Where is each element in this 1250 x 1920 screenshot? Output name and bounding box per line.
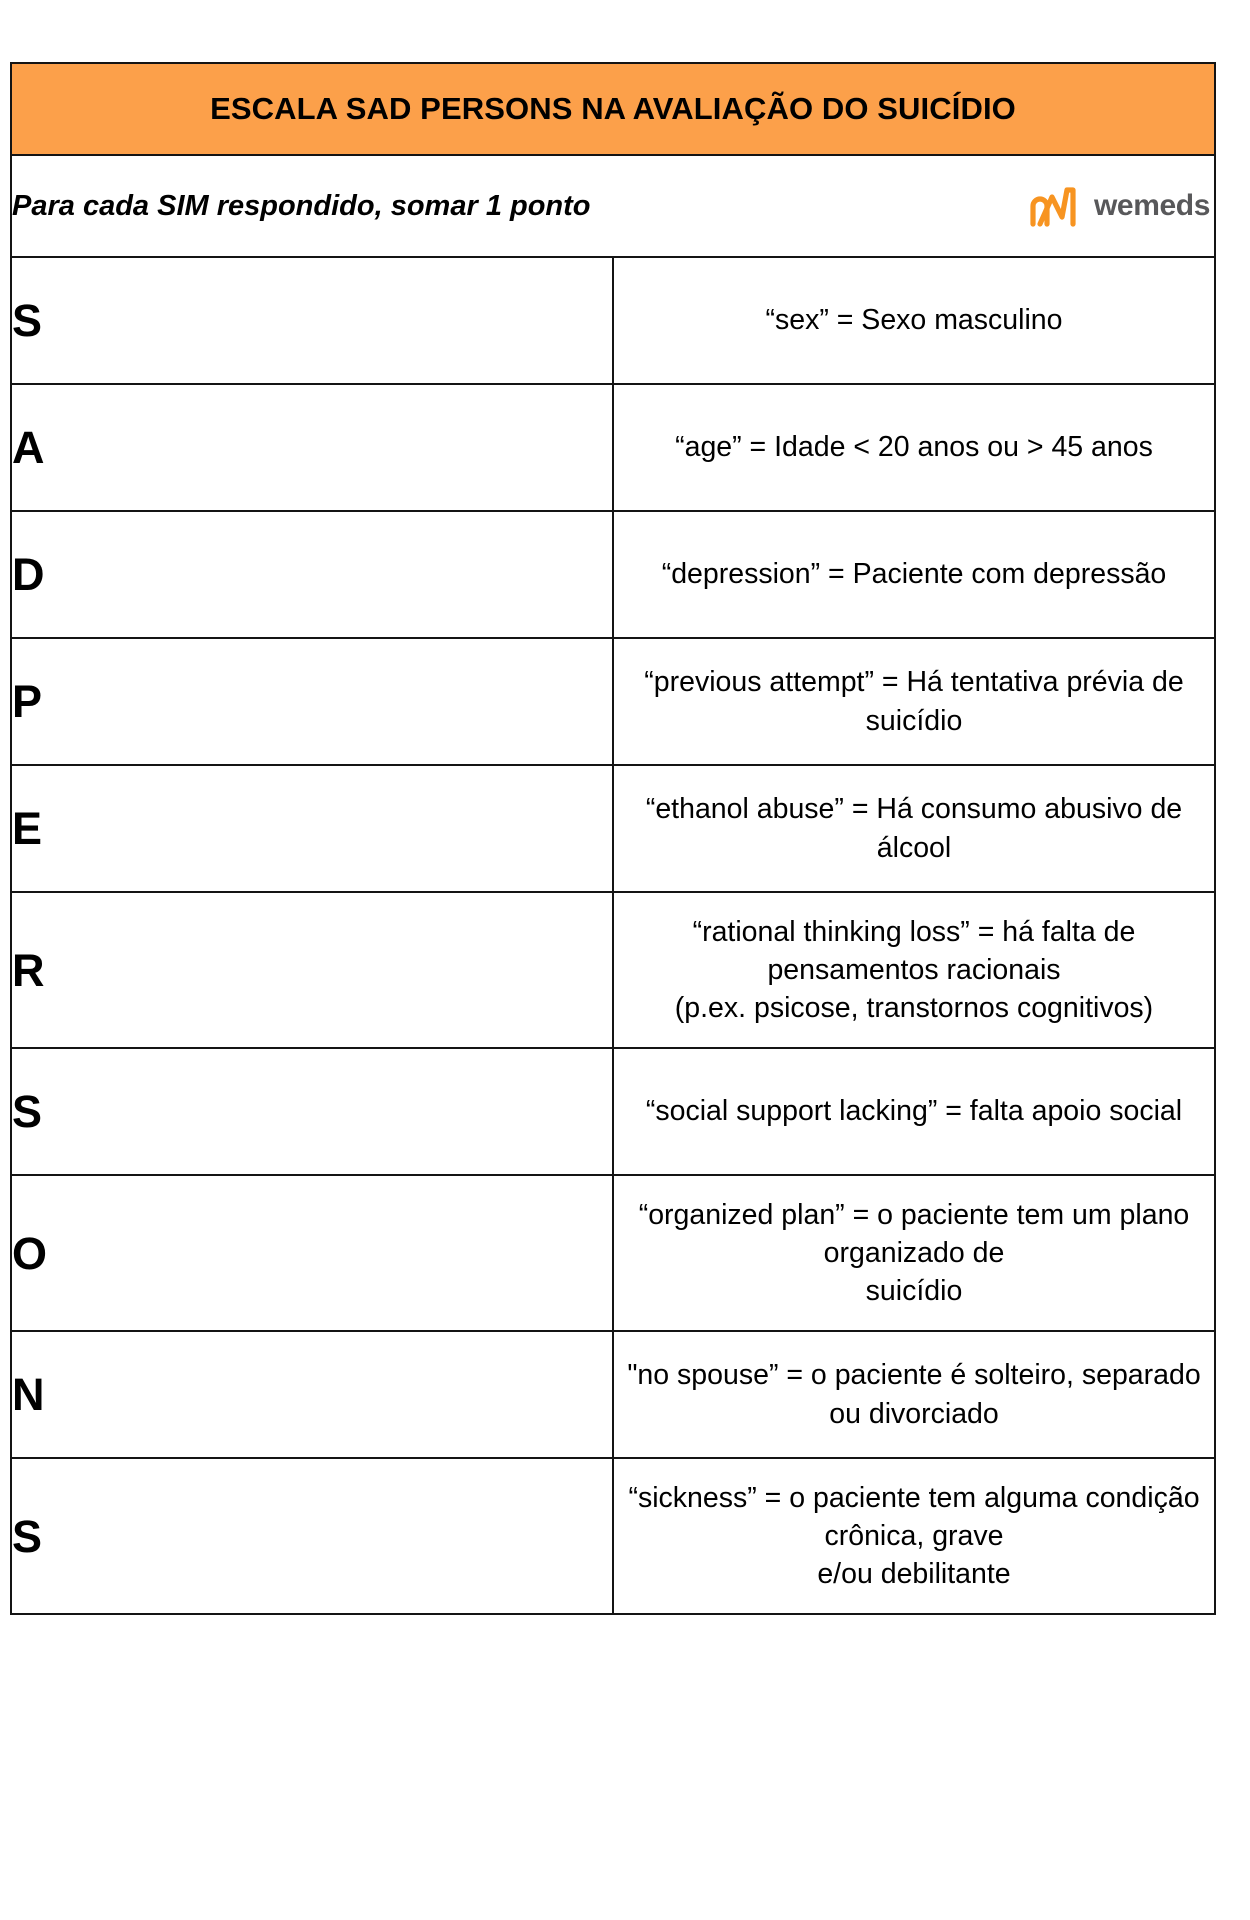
row-description-line: e/ou debilitante	[817, 1558, 1011, 1591]
row-description-cell	[613, 1458, 1215, 1614]
row-description-cell	[613, 257, 1215, 384]
scoring-instruction: Para cada SIM respondido, somar 1 ponto	[12, 189, 591, 222]
row-letter: S	[12, 1086, 43, 1137]
wemeds-wordmark: wemeds	[1094, 189, 1210, 222]
table-row	[11, 511, 1215, 638]
row-letter: S	[12, 295, 43, 346]
table-row	[11, 1331, 1215, 1458]
wemeds-logo	[1029, 184, 1214, 228]
row-description-line: suicídio	[865, 1275, 963, 1308]
subtitle-layout	[12, 156, 1214, 256]
wemeds-mark-icon	[1029, 184, 1081, 228]
row-description-line: “sickness” = o paciente tem alguma condição crônica, grave	[628, 1481, 1200, 1552]
row-description-cell	[613, 765, 1215, 892]
row-description-line: “sex” = Sexo masculino	[765, 304, 1063, 337]
table-body	[11, 63, 1215, 1614]
row-description-line: (p.ex. psicose, transtornos cognitivos)	[674, 992, 1154, 1025]
row-description-cell	[613, 1331, 1215, 1458]
row-description-cell	[613, 384, 1215, 511]
row-letter: P	[12, 676, 43, 727]
table-row	[11, 257, 1215, 384]
row-letter-cell	[11, 1048, 613, 1175]
row-letter-cell	[11, 892, 613, 1048]
row-letter: D	[12, 549, 45, 600]
row-letter-cell	[11, 1331, 613, 1458]
subtitle-row	[11, 155, 1215, 257]
table-row	[11, 1175, 1215, 1331]
row-description-cell	[613, 892, 1215, 1048]
row-letter: R	[12, 944, 45, 996]
table-row	[11, 384, 1215, 511]
row-description-line: "no spouse” = o paciente é solteiro, separado ou divorciado	[627, 1359, 1201, 1430]
row-letter: A	[12, 422, 45, 473]
row-letter-cell	[11, 511, 613, 638]
header-row	[11, 63, 1215, 155]
page-title: ESCALA SAD PERSONS NA AVALIAÇÃO DO SUICÍDIO	[210, 90, 1016, 126]
subtitle-cell	[11, 155, 1215, 257]
row-description-cell	[613, 1175, 1215, 1331]
row-letter: N	[12, 1369, 45, 1420]
row-description-line: “organized plan” = o paciente tem um plano organizado de	[638, 1198, 1190, 1269]
table-title-cell	[11, 63, 1215, 155]
row-letter-cell	[11, 765, 613, 892]
row-letter-cell	[11, 384, 613, 511]
row-letter-cell	[11, 1458, 613, 1614]
row-description-line: “previous attempt” = Há tentativa prévia de suicídio	[644, 666, 1184, 737]
table-row	[11, 638, 1215, 765]
row-letter-cell	[11, 1175, 613, 1331]
table-row	[11, 1458, 1215, 1614]
row-letter: O	[12, 1227, 48, 1279]
row-letter-cell	[11, 638, 613, 765]
table-row	[11, 765, 1215, 892]
row-description-cell	[613, 638, 1215, 765]
row-description-line: “ethanol abuse” = Há consumo abusivo de álcool	[645, 793, 1183, 864]
row-description-line: “age” = Idade < 20 anos ou > 45 anos	[675, 431, 1153, 464]
row-description-line: “social support lacking” = falta apoio social	[645, 1095, 1183, 1128]
sad-persons-table	[10, 62, 1216, 1615]
table-row	[11, 892, 1215, 1048]
row-description-line: “depression” = Paciente com depressão	[661, 558, 1167, 591]
row-description-cell	[613, 1048, 1215, 1175]
row-letter-cell	[11, 257, 613, 384]
row-description-cell	[613, 511, 1215, 638]
row-letter: S	[12, 1510, 43, 1562]
row-description-line: “rational thinking loss” = há falta de pensamentos racionais	[692, 915, 1136, 986]
row-letter: E	[12, 803, 43, 854]
table-row	[11, 1048, 1215, 1175]
